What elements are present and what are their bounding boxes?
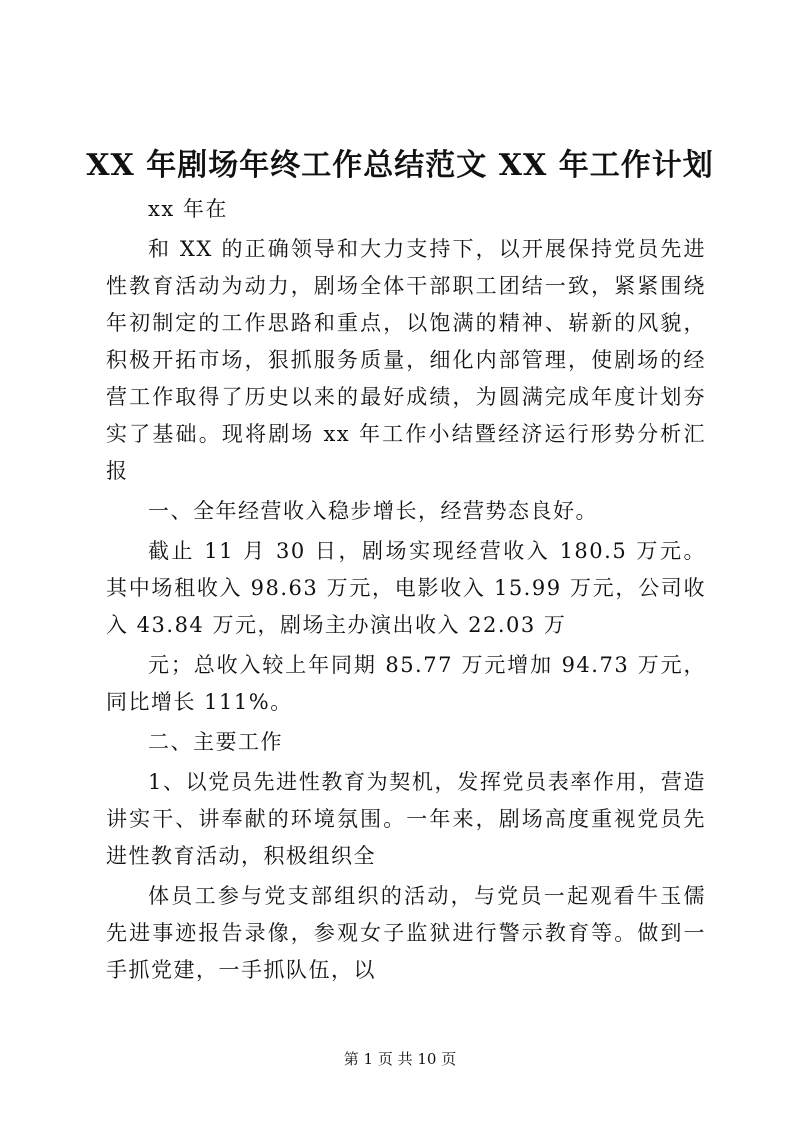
- paragraph: 体员工参与党支部组织的活动，与党员一起观看牛玉儒先进事迹报告录像，参观女子监狱进行警示教育等。做到一手抓党建，一手抓队伍，以: [106, 884, 706, 982]
- document-body: [106, 191, 706, 989]
- paragraph: 二、主要工作: [148, 730, 283, 754]
- paragraph: 截止 11 月 30 日，剧场实现经营收入 180.5 万元。其中场租收入 98.63 万元，电影收入 15.99 万元，公司收入 43.84 万元，剧场主办演出收入 22.03 万: [106, 539, 706, 637]
- document-title: XX 年剧场年终工作总结范文 XX 年工作计划: [86, 148, 714, 183]
- paragraph: xx 年在: [148, 197, 228, 221]
- paragraph: 和 XX 的正确领导和大力支持下，以开展保持党员先进性教育活动为动力，剧场全体干部职工团结一致，紧紧围绕年初制定的工作思路和重点，以饱满的精神、崭新的风貌，积极开拓市场，狠抓服务质量，细化内部管理，使剧场的经营工作取得了历史以来的最好成绩，为圆满完成年度计划夯实了基础。现将剧场 xx 年工作小结暨经济运行形势分析汇报: [106, 237, 706, 483]
- paragraph: 1、以党员先进性教育为契机，发挥党员表率作用，营造讲实干、讲奉献的环境氛围。一年来，剧场高度重视党员先进性教育活动，积极组织全: [106, 770, 706, 868]
- page-footer: 第 1 页 共 10 页: [343, 1050, 457, 1068]
- paragraph: 一、全年经营收入稳步增长，经营势态良好。: [148, 499, 598, 523]
- paragraph: 元；总收入较上年同期 85.77 万元增加 94.73 万元，同比增长 111%。: [106, 653, 706, 714]
